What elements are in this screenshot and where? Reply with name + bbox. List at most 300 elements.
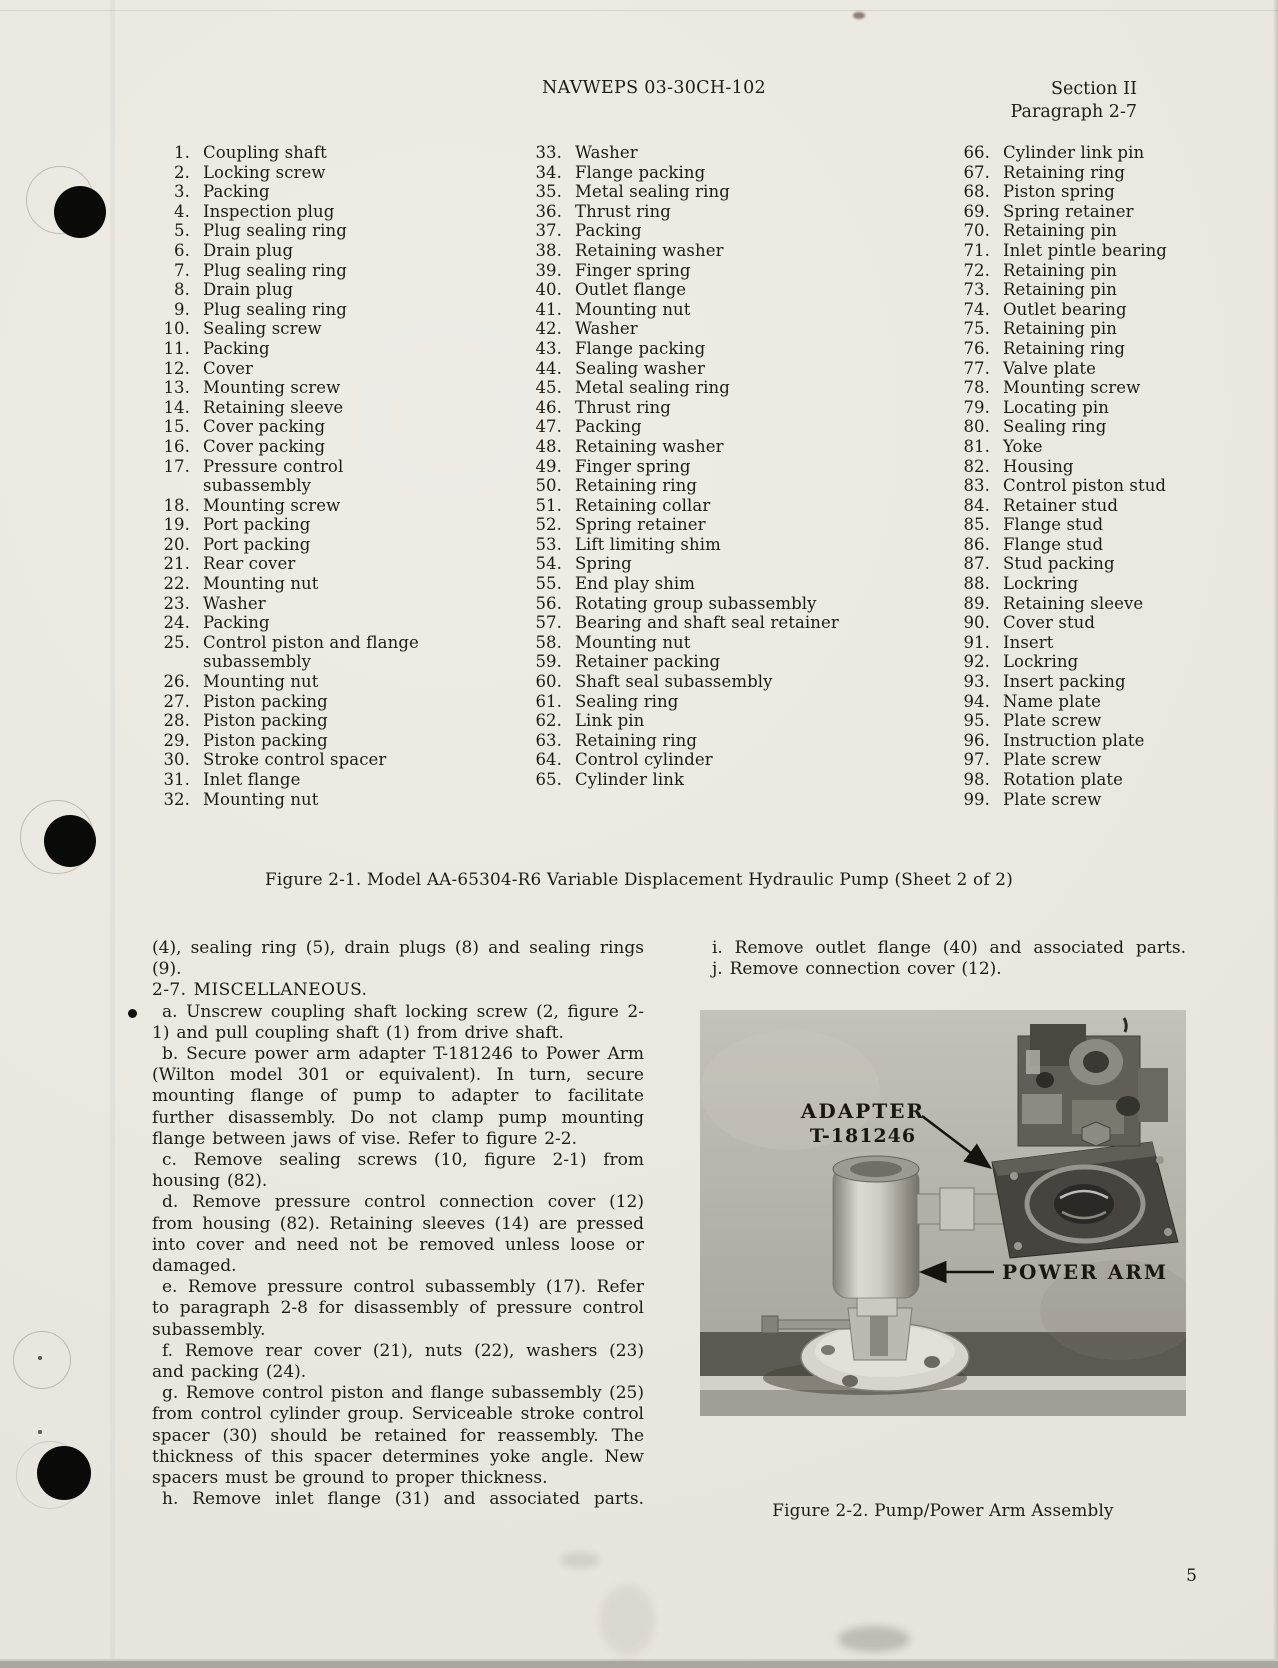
part-number: 4.: [174, 201, 190, 221]
part-name: Pressure control subassembly: [203, 456, 344, 496]
part-item: [948, 221, 1270, 241]
part-name: Lift limiting shim: [575, 534, 721, 554]
part-number: 55.: [535, 574, 562, 594]
part-item: [520, 535, 925, 555]
part-number: 46.: [535, 397, 562, 417]
part-item: [948, 633, 1270, 653]
part-name: Housing: [1003, 456, 1074, 476]
page-right-edge-shadow: [1273, 0, 1278, 1668]
part-item: [520, 731, 925, 751]
part-number: 41.: [535, 299, 562, 319]
part-item: [948, 574, 1270, 594]
part-number: 50.: [535, 476, 562, 496]
part-number: 37.: [535, 221, 562, 241]
part-item: [948, 790, 1270, 810]
part-item: [148, 241, 493, 261]
part-item: [948, 613, 1270, 633]
part-item: [948, 692, 1270, 712]
part-number: 51.: [535, 495, 562, 515]
part-name: Cover packing: [203, 417, 326, 437]
part-number: 29.: [163, 730, 190, 750]
part-item: [148, 770, 493, 790]
paragraph-g: g. Remove control piston and flange subassembly (25) from control cylinder group. Serviceable stroke control spacer (30) should be retained for reassembly. The thickness of this spacer determines yoke angle. New spacers must be ground to proper thickness.: [152, 1383, 644, 1489]
power-arm-label: POWER ARM: [1002, 1260, 1169, 1284]
part-number: 8.: [174, 280, 190, 300]
part-item: [520, 182, 925, 202]
part-item: [948, 339, 1270, 359]
part-name: Thrust ring: [575, 201, 671, 221]
part-name: Mounting nut: [203, 789, 319, 809]
part-name: Packing: [575, 221, 642, 241]
scan-edge-line: [0, 10, 1278, 11]
part-item: [948, 535, 1270, 555]
part-item: [948, 143, 1270, 163]
part-item: [520, 339, 925, 359]
part-name: Mounting nut: [575, 299, 691, 319]
part-name: Plug sealing ring: [203, 299, 347, 319]
part-number: 7.: [174, 260, 190, 280]
part-number: 35.: [535, 182, 562, 202]
part-name: Mounting nut: [203, 574, 319, 594]
part-item: [520, 417, 925, 437]
part-item: [148, 692, 493, 712]
part-name: Retaining ring: [1003, 162, 1126, 182]
body-left-column: [152, 938, 644, 1510]
parts-list-column-3: [948, 143, 1270, 809]
part-item: [520, 652, 925, 672]
part-number: 86.: [963, 534, 990, 554]
part-name: Plug sealing ring: [203, 221, 347, 241]
part-name: Flange packing: [575, 162, 706, 182]
part-item: [948, 319, 1270, 339]
part-number: 24.: [163, 613, 190, 633]
part-item: [520, 711, 925, 731]
part-name: Spring: [575, 554, 632, 574]
paragraph-d: d. Remove pressure control connection cover (12) from housing (82). Retaining sleeves (14) are pressed into cover and need not be removed unless loose or damaged.: [152, 1192, 644, 1277]
part-item: [520, 515, 925, 535]
part-item: [948, 261, 1270, 281]
part-name: Washer: [575, 143, 638, 162]
paragraph-continuation: (4), sealing ring (5), drain plugs (8) and sealing rings (9).: [152, 938, 644, 980]
part-item: [948, 280, 1270, 300]
part-name: Retaining ring: [1003, 338, 1126, 358]
part-name: Lockring: [1003, 652, 1079, 672]
part-item: [948, 652, 1270, 672]
part-name: Metal sealing ring: [575, 378, 730, 398]
part-item: [948, 202, 1270, 222]
part-number: 45.: [535, 378, 562, 398]
part-item: [948, 476, 1270, 496]
part-item: [520, 261, 925, 281]
adapter-label: ADAPTER: [800, 1099, 926, 1123]
part-name: Plate screw: [1003, 750, 1102, 770]
part-name: Inspection plug: [203, 201, 335, 221]
part-number: 13.: [163, 378, 190, 398]
part-item: [148, 515, 493, 535]
part-name: Cover: [203, 358, 254, 378]
part-name: Cover packing: [203, 436, 326, 456]
part-name: Packing: [575, 417, 642, 437]
part-item: [948, 554, 1270, 574]
part-item: [948, 437, 1270, 457]
paragraph-c: c. Remove sealing screws (10, figure 2-1) from housing (82).: [152, 1150, 644, 1192]
part-item: [148, 359, 493, 379]
part-name: Retaining collar: [575, 495, 711, 515]
part-name: Plate screw: [1003, 711, 1102, 731]
part-number: 11.: [163, 338, 190, 358]
paragraph-h: h. Remove inlet flange (31) and associated parts.: [162, 1489, 644, 1510]
part-item: [520, 574, 925, 594]
section-heading: 2-7. MISCELLANEOUS.: [152, 980, 368, 1001]
part-name: Port packing: [203, 515, 311, 535]
part-item: [148, 594, 493, 614]
part-name: Drain plug: [203, 240, 294, 260]
part-number: 1.: [174, 143, 190, 162]
part-number: 34.: [535, 162, 562, 182]
part-name: Packing: [203, 338, 270, 358]
part-item: [148, 143, 493, 163]
part-name: Sealing washer: [575, 358, 705, 378]
part-item: [148, 574, 493, 594]
part-item: [948, 711, 1270, 731]
part-name: Outlet bearing: [1003, 299, 1127, 319]
paragraph-label: Paragraph 2-7: [1010, 102, 1137, 122]
part-item: [520, 280, 925, 300]
part-name: Sealing ring: [1003, 417, 1107, 437]
part-number: 90.: [963, 613, 990, 633]
paragraph-j: j. Remove connection cover (12).: [712, 959, 1002, 980]
section-label: Section II: [1051, 79, 1137, 99]
part-name: Piston packing: [203, 691, 328, 711]
part-number: 18.: [163, 495, 190, 515]
part-item: [148, 535, 493, 555]
part-item: [948, 515, 1270, 535]
part-item: [148, 182, 493, 202]
parts-list-column-2: [520, 143, 925, 790]
part-name: Retaining sleeve: [203, 397, 344, 417]
hole-punch-mark: [37, 1446, 91, 1500]
part-name: Sealing ring: [575, 691, 679, 711]
part-item: [948, 750, 1270, 770]
part-name: Flange packing: [575, 338, 706, 358]
part-number: 85.: [963, 515, 990, 535]
ink-speck: [853, 12, 865, 19]
part-number: 30.: [163, 750, 190, 770]
part-item: [148, 790, 493, 810]
part-number: 15.: [163, 417, 190, 437]
part-item: [520, 221, 925, 241]
hole-punch-mark: [54, 186, 106, 238]
part-number: 91.: [963, 632, 990, 652]
part-name: Piston spring: [1003, 182, 1115, 202]
part-name: Washer: [203, 593, 266, 613]
part-name: Thrust ring: [575, 397, 671, 417]
section-block: [1011, 78, 1137, 124]
part-number: 63.: [535, 730, 562, 750]
part-number: 84.: [963, 495, 990, 515]
part-item: [948, 770, 1270, 790]
part-item: [948, 731, 1270, 751]
part-number: 82.: [963, 456, 990, 476]
part-number: 16.: [163, 436, 190, 456]
figure-2-2-caption: Figure 2-2. Pump/Power Arm Assembly: [772, 1500, 1114, 1520]
paragraph-a: a. Unscrew coupling shaft locking screw (2, figure 2-1) and pull coupling shaft (1) from drive shaft.: [152, 1002, 644, 1044]
part-number: 88.: [963, 574, 990, 594]
part-name: Rear cover: [203, 554, 296, 574]
part-name: Mounting screw: [203, 495, 341, 515]
part-name: Mounting screw: [1003, 378, 1141, 398]
part-item: [948, 594, 1270, 614]
part-number: 26.: [163, 672, 190, 692]
part-name: Piston packing: [203, 730, 328, 750]
part-number: 3.: [174, 182, 190, 202]
part-item: [948, 182, 1270, 202]
part-name: Finger spring: [575, 456, 691, 476]
part-number: 95.: [963, 711, 990, 731]
part-item: [520, 672, 925, 692]
part-name: Metal sealing ring: [575, 182, 730, 202]
adapter-part-number-label: T-181246: [809, 1125, 917, 1147]
part-name: Inlet pintle bearing: [1003, 240, 1167, 260]
part-item: [520, 613, 925, 633]
part-number: 77.: [963, 358, 990, 378]
part-number: 22.: [163, 574, 190, 594]
paragraph-f: f. Remove rear cover (21), nuts (22), washers (23) and packing (24).: [152, 1340, 644, 1383]
part-number: 76.: [963, 338, 990, 358]
paper-fold-line: [110, 0, 115, 1668]
part-name: Plug sealing ring: [203, 260, 347, 280]
part-number: 64.: [535, 750, 562, 770]
part-name: Retaining sleeve: [1003, 593, 1144, 613]
part-item: [948, 163, 1270, 183]
part-item: [948, 300, 1270, 320]
part-name: Rotating group subassembly: [575, 593, 817, 613]
part-name: Mounting screw: [203, 378, 341, 398]
part-name: Yoke: [1003, 436, 1043, 456]
part-name: Control piston and flange subassembly: [203, 632, 419, 672]
part-name: Stud packing: [1003, 554, 1115, 574]
part-name: Control piston stud: [1003, 476, 1167, 496]
part-number: 78.: [963, 378, 990, 398]
part-name: Rotation plate: [1003, 770, 1124, 789]
pencil-dot: [38, 1356, 42, 1360]
part-item: [948, 672, 1270, 692]
part-name: End play shim: [575, 574, 696, 594]
part-number: 65.: [535, 770, 562, 789]
part-number: 69.: [963, 201, 990, 221]
part-name: Coupling shaft: [203, 143, 327, 162]
part-name: Port packing: [203, 534, 311, 554]
part-item: [148, 417, 493, 437]
part-name: Retaining washer: [575, 436, 724, 456]
part-name: Insert: [1003, 632, 1054, 652]
part-name: Control cylinder: [575, 750, 713, 770]
part-item: [520, 163, 925, 183]
figure-2-2-photo: [700, 1010, 1186, 1416]
paragraph-b: b. Secure power arm adapter T-181246 to Power Arm (Wilton model 301 or equivalent). In turn, secure mounting flange of pump to adapter to facilitate further disassembly. Do not clamp pump mounting flange between jaws of vise. Refer to figure 2-2.: [152, 1044, 644, 1149]
part-number: 73.: [963, 280, 990, 300]
part-item: [148, 672, 493, 692]
part-name: Flange stud: [1003, 534, 1104, 554]
part-number: 93.: [963, 672, 990, 692]
part-number: 19.: [163, 515, 190, 535]
part-item: [148, 339, 493, 359]
part-name: Retaining pin: [1003, 260, 1118, 280]
part-name: Piston packing: [203, 711, 328, 731]
body-right-column: [700, 938, 1186, 981]
part-item: [148, 711, 493, 731]
part-number: 79.: [963, 397, 990, 417]
part-number: 70.: [963, 221, 990, 241]
part-number: 44.: [535, 358, 562, 378]
part-name: Retaining pin: [1003, 221, 1118, 241]
part-number: 39.: [535, 260, 562, 280]
hole-punch-ring: [13, 1331, 71, 1389]
change-bullet-marker: [128, 1009, 137, 1018]
figure-2-1-caption: Figure 2-1. Model AA-65304-R6 Variable Displacement Hydraulic Pump (Sheet 2 of 2): [265, 869, 1013, 889]
part-name: Link pin: [575, 711, 645, 731]
part-name: Lockring: [1003, 574, 1079, 594]
part-number: 12.: [163, 358, 190, 378]
part-item: [520, 457, 925, 477]
part-item: [520, 750, 925, 770]
photo-adapter-plate: [992, 1142, 1178, 1258]
part-number: 68.: [963, 182, 990, 202]
part-number: 48.: [535, 436, 562, 456]
part-name: Retaining pin: [1003, 280, 1118, 300]
part-number: 74.: [963, 299, 990, 319]
part-name: Retaining pin: [1003, 319, 1118, 339]
part-number: 10.: [163, 319, 190, 339]
part-item: [948, 378, 1270, 398]
part-number: 49.: [535, 456, 562, 476]
part-number: 75.: [963, 319, 990, 339]
scan-smudge: [560, 1552, 600, 1568]
part-item: [148, 457, 493, 496]
part-item: [520, 359, 925, 379]
part-number: 32.: [163, 789, 190, 809]
paragraph-i: i. Remove outlet flange (40) and associated parts.: [712, 938, 1186, 958]
part-item: [148, 202, 493, 222]
part-item: [948, 417, 1270, 437]
part-name: Retaining ring: [575, 730, 698, 750]
part-item: [148, 280, 493, 300]
part-number: 99.: [963, 789, 990, 809]
part-name: Name plate: [1003, 691, 1102, 711]
part-item: [948, 457, 1270, 477]
part-number: 83.: [963, 476, 990, 496]
part-number: 20.: [163, 534, 190, 554]
photo-drive-shaft: [917, 1188, 1007, 1230]
paragraph-e: e. Remove pressure control subassembly (17). Refer to paragraph 2-8 for disassembly of pressure control subassembly.: [152, 1277, 644, 1340]
page-number: 5: [1186, 1566, 1197, 1586]
part-item: [520, 241, 925, 261]
part-number: 36.: [535, 201, 562, 221]
part-number: 80.: [963, 417, 990, 437]
part-name: Shaft seal subassembly: [575, 672, 773, 692]
part-number: 98.: [963, 770, 990, 789]
part-item: [520, 378, 925, 398]
part-number: 28.: [163, 711, 190, 731]
part-item: [948, 496, 1270, 516]
part-name: Spring retainer: [575, 515, 706, 535]
parts-list-column-1: [148, 143, 493, 809]
part-number: 81.: [963, 436, 990, 456]
part-number: 27.: [163, 691, 190, 711]
part-number: 56.: [535, 593, 562, 613]
part-number: 97.: [963, 750, 990, 770]
part-name: Retainer packing: [575, 652, 721, 672]
part-item: [948, 398, 1270, 418]
part-name: Mounting nut: [203, 672, 319, 692]
part-item: [148, 163, 493, 183]
part-number: 5.: [174, 221, 190, 241]
part-number: 25.: [163, 632, 190, 652]
part-item: [520, 437, 925, 457]
part-number: 31.: [163, 770, 190, 789]
part-item: [520, 202, 925, 222]
part-item: [148, 261, 493, 281]
part-item: [148, 496, 493, 516]
part-number: 6.: [174, 240, 190, 260]
part-item: [148, 731, 493, 751]
part-name: Inlet flange: [203, 770, 301, 789]
part-item: [148, 378, 493, 398]
part-item: [520, 554, 925, 574]
part-name: Cylinder link pin: [1003, 143, 1145, 162]
part-name: Retaining ring: [575, 476, 698, 496]
part-name: Cover stud: [1003, 613, 1096, 633]
part-number: 42.: [535, 319, 562, 339]
part-name: Retaining washer: [575, 240, 724, 260]
part-number: 94.: [963, 691, 990, 711]
part-item: [520, 300, 925, 320]
part-item: [520, 143, 925, 163]
part-item: [520, 398, 925, 418]
part-name: Drain plug: [203, 280, 294, 300]
part-name: Stroke control spacer: [203, 750, 387, 770]
part-number: 21.: [163, 554, 190, 574]
part-number: 66.: [963, 143, 990, 162]
part-name: Valve plate: [1003, 358, 1097, 378]
part-item: [520, 319, 925, 339]
part-number: 47.: [535, 417, 562, 437]
part-number: 60.: [535, 672, 562, 692]
part-item: [148, 398, 493, 418]
part-number: 43.: [535, 338, 562, 358]
part-item: [520, 633, 925, 653]
photo-power-arm-cylinder: [833, 1156, 919, 1316]
part-number: 23.: [163, 593, 190, 613]
part-item: [520, 770, 925, 790]
part-number: 38.: [535, 240, 562, 260]
part-number: 54.: [535, 554, 562, 574]
part-number: 71.: [963, 240, 990, 260]
part-item: [148, 613, 493, 633]
doc-number: NAVWEPS 03-30CH-102: [542, 78, 766, 98]
part-name: Retainer stud: [1003, 495, 1119, 515]
part-number: 61.: [535, 691, 562, 711]
scan-smudge: [838, 1626, 910, 1652]
part-number: 89.: [963, 593, 990, 613]
part-item: [520, 476, 925, 496]
part-name: Mounting nut: [575, 632, 691, 652]
part-name: Outlet flange: [575, 280, 687, 300]
part-item: [520, 594, 925, 614]
part-item: [148, 633, 493, 672]
part-item: [520, 496, 925, 516]
part-item: [148, 750, 493, 770]
